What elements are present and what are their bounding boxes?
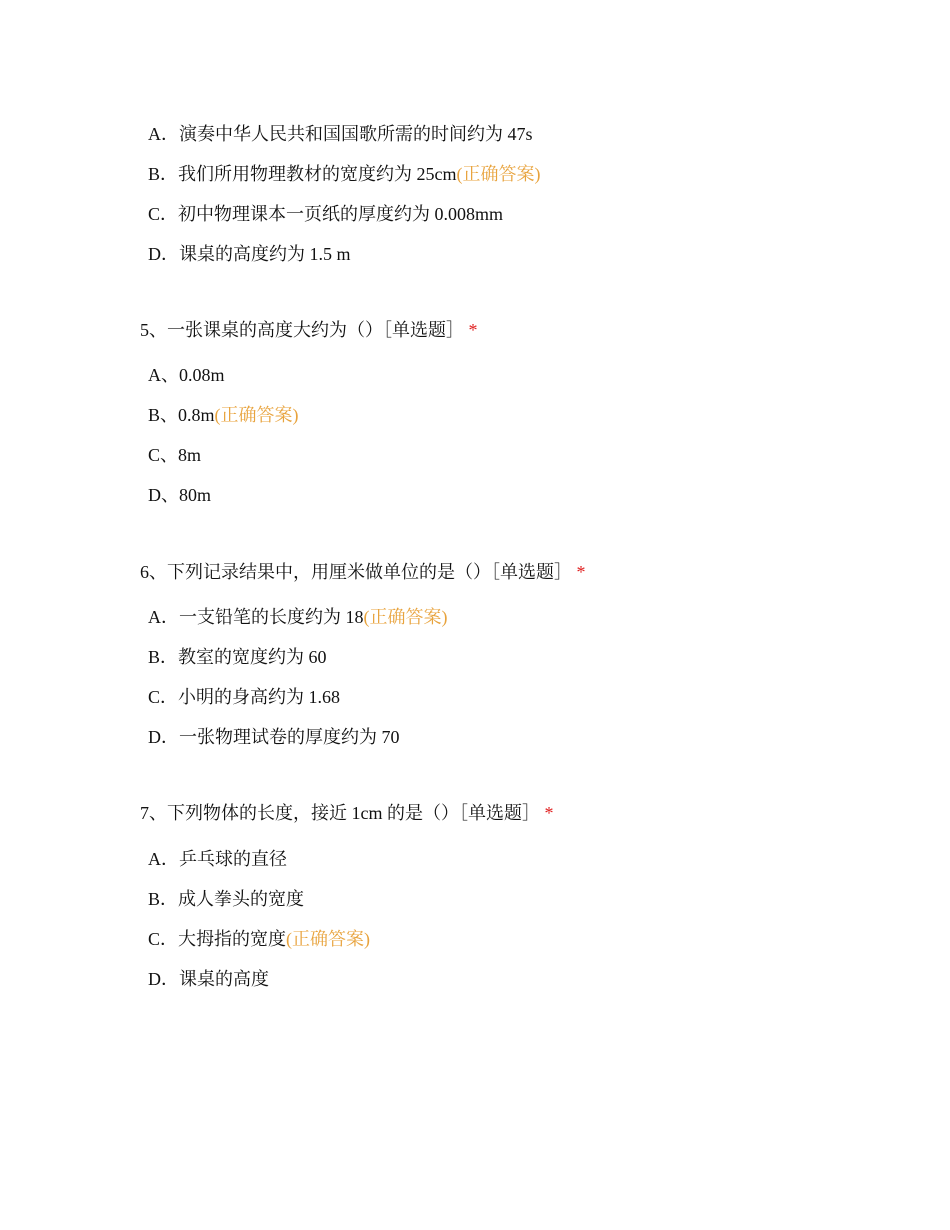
- option-a[interactable]: A．一支铅笔的长度约为 18(正确答案): [148, 607, 448, 627]
- option-d[interactable]: D．课桌的高度约为 1.5 m: [148, 244, 351, 264]
- option-c[interactable]: C．大拇指的宽度(正确答案): [148, 929, 371, 949]
- correct-answer-tag: (正确答案): [456, 164, 541, 184]
- correct-answer-tag: (正确答案): [363, 607, 448, 627]
- option-d[interactable]: D．课桌的高度: [148, 969, 269, 989]
- question-title: 7、下列物体的长度，接近 1cm 的是（）［单选题］ *: [140, 803, 554, 823]
- correct-answer-tag: (正确答案): [286, 929, 371, 949]
- prev-question-options: [148, 122, 541, 282]
- question-6-options: [148, 605, 448, 765]
- question-5-options: [148, 363, 299, 523]
- option-b[interactable]: B．我们所用物理教材的宽度约为 25cm(正确答案): [148, 164, 541, 184]
- question-title: 6、下列记录结果中，用厘米做单位的是（）［单选题］ *: [140, 562, 586, 582]
- option-a[interactable]: A、0.08m: [148, 365, 225, 385]
- option-d[interactable]: D、80m: [148, 485, 211, 505]
- option-c[interactable]: C、8m: [148, 445, 202, 465]
- option-b[interactable]: B、0.8m(正确答案): [148, 405, 299, 425]
- option-c[interactable]: C．小明的身高约为 1.68: [148, 687, 341, 707]
- option-a[interactable]: A．乒乓球的直径: [148, 849, 287, 869]
- option-d[interactable]: D．一张物理试卷的厚度约为 70: [148, 727, 400, 747]
- correct-answer-tag: (正确答案): [214, 405, 299, 425]
- option-c[interactable]: C．初中物理课本一页纸的厚度约为 0.008mm: [148, 204, 504, 224]
- required-mark: *: [468, 320, 478, 340]
- question-title: 5、一张课桌的高度大约为（）［单选题］ *: [140, 320, 478, 340]
- required-mark: *: [576, 562, 586, 582]
- option-a[interactable]: A．演奏中华人民共和国国歌所需的时间约为 47s: [148, 124, 533, 144]
- option-b[interactable]: B．成人拳头的宽度: [148, 889, 305, 909]
- option-b[interactable]: B．教室的宽度约为 60: [148, 647, 327, 667]
- question-7-options: [148, 847, 370, 1007]
- required-mark: *: [544, 803, 554, 823]
